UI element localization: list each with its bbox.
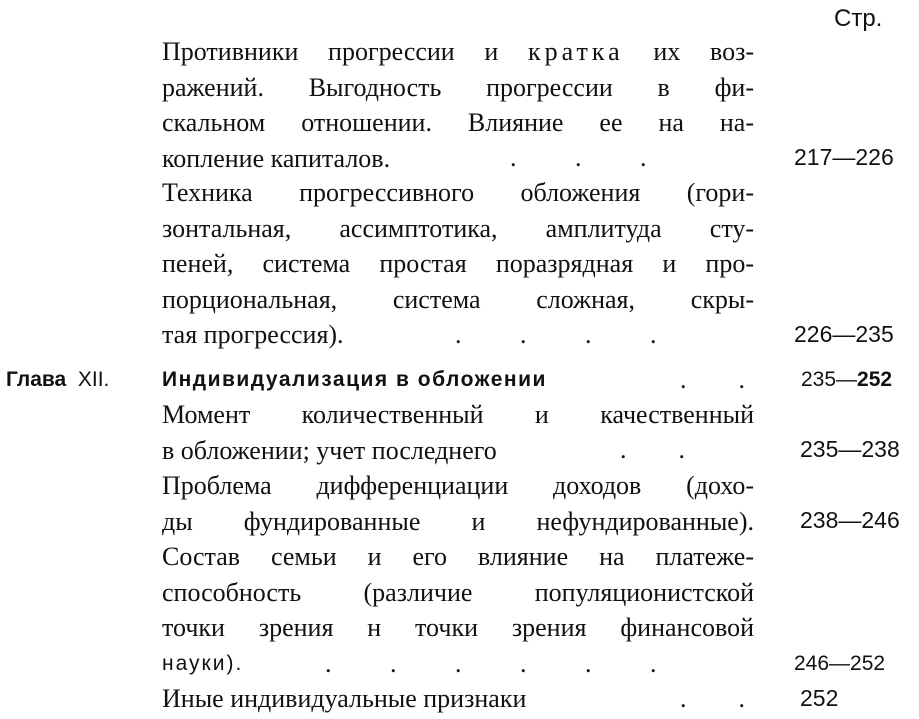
toc-entry-1-line-4: копление капиталов. bbox=[162, 143, 391, 173]
page-column-header: Стр. bbox=[834, 5, 883, 32]
toc-subentry-3-line-4: науки). bbox=[162, 651, 244, 675]
toc-subentry-1-pages: 235—238 bbox=[800, 436, 900, 462]
toc-entry-2-line-2: зонтальная, ассимптотика, амплитуда сту- bbox=[162, 213, 754, 243]
toc-subentry-3-line-2: способность (различие популяционистской bbox=[162, 577, 754, 607]
toc-subentry-2 bbox=[162, 468, 754, 539]
toc-subentry-4 bbox=[162, 681, 754, 717]
toc-subentry-2-line-1: Проблема дифференциации доходов (дохо- bbox=[162, 471, 754, 500]
toc-subentry-1-line-2: в обложении; учет последнего bbox=[162, 435, 497, 465]
leader-dots: . . . bbox=[510, 143, 647, 172]
chapter-number: XII. bbox=[77, 368, 110, 391]
toc-entry-1-line-2: ражений. Выгодность прогрессии в фи- bbox=[162, 72, 754, 102]
toc-entry-2-line-1: Техника прогрессивного обложения (гори- bbox=[162, 178, 754, 207]
line-part-1: Противники прогрессии и bbox=[162, 37, 529, 66]
toc-subentry-4-line-1: Иные индивидуальные признаки bbox=[162, 684, 527, 713]
toc-subentry-1-line-1: Момент количественный и качественный bbox=[162, 400, 754, 429]
toc-entry-2-line-5: тая прогрессия). bbox=[162, 320, 344, 349]
toc-subentry-2-pages: 238—246 bbox=[800, 507, 900, 533]
toc-entry-2-line-3: пеней, система простая поразрядная и про- bbox=[162, 249, 754, 278]
leader-dots: . . bbox=[680, 684, 745, 713]
chapter-word: Глава bbox=[6, 368, 67, 391]
leader-dots: . . bbox=[680, 365, 745, 394]
chapter-pages bbox=[801, 362, 892, 398]
toc-subentry-3-pages: 246—252 bbox=[794, 652, 886, 675]
chapter-pages-start: 235— bbox=[801, 368, 858, 391]
leader-dots: . . . . bbox=[455, 320, 657, 349]
toc-entry-1-line-1 bbox=[162, 34, 754, 70]
toc-entry-1 bbox=[162, 34, 754, 176]
toc-entry-2-pages: 226—235 bbox=[794, 321, 894, 347]
spaced-word: кратка bbox=[528, 37, 624, 66]
toc-subentry-4-pages: 252 bbox=[800, 685, 839, 711]
chapter-title: Индивидуализация в обложении bbox=[162, 368, 547, 391]
toc-subentry-3-line-3: точки зрения н точки зрения финансовой bbox=[162, 613, 754, 642]
leader-dots: . . bbox=[620, 435, 685, 464]
line-part-2: их воз- bbox=[623, 37, 754, 66]
chapter-label bbox=[6, 362, 109, 398]
toc-subentry-2-line-2: ды фундированные и нефундированные). bbox=[162, 506, 754, 536]
toc-entry-1-pages: 217—226 bbox=[794, 144, 894, 170]
leader-dots: . . . . . . bbox=[325, 649, 657, 678]
chapter-pages-end: 252 bbox=[857, 368, 893, 391]
toc-entry-2-line-4: порциональная, система сложная, скры- bbox=[162, 284, 754, 314]
toc-subentry-3-line-1: Состав семьи и его влияние на платеже- bbox=[162, 542, 754, 571]
toc-entry-1-line-3: скальном отношении. Влияние ее на на- bbox=[162, 108, 754, 137]
